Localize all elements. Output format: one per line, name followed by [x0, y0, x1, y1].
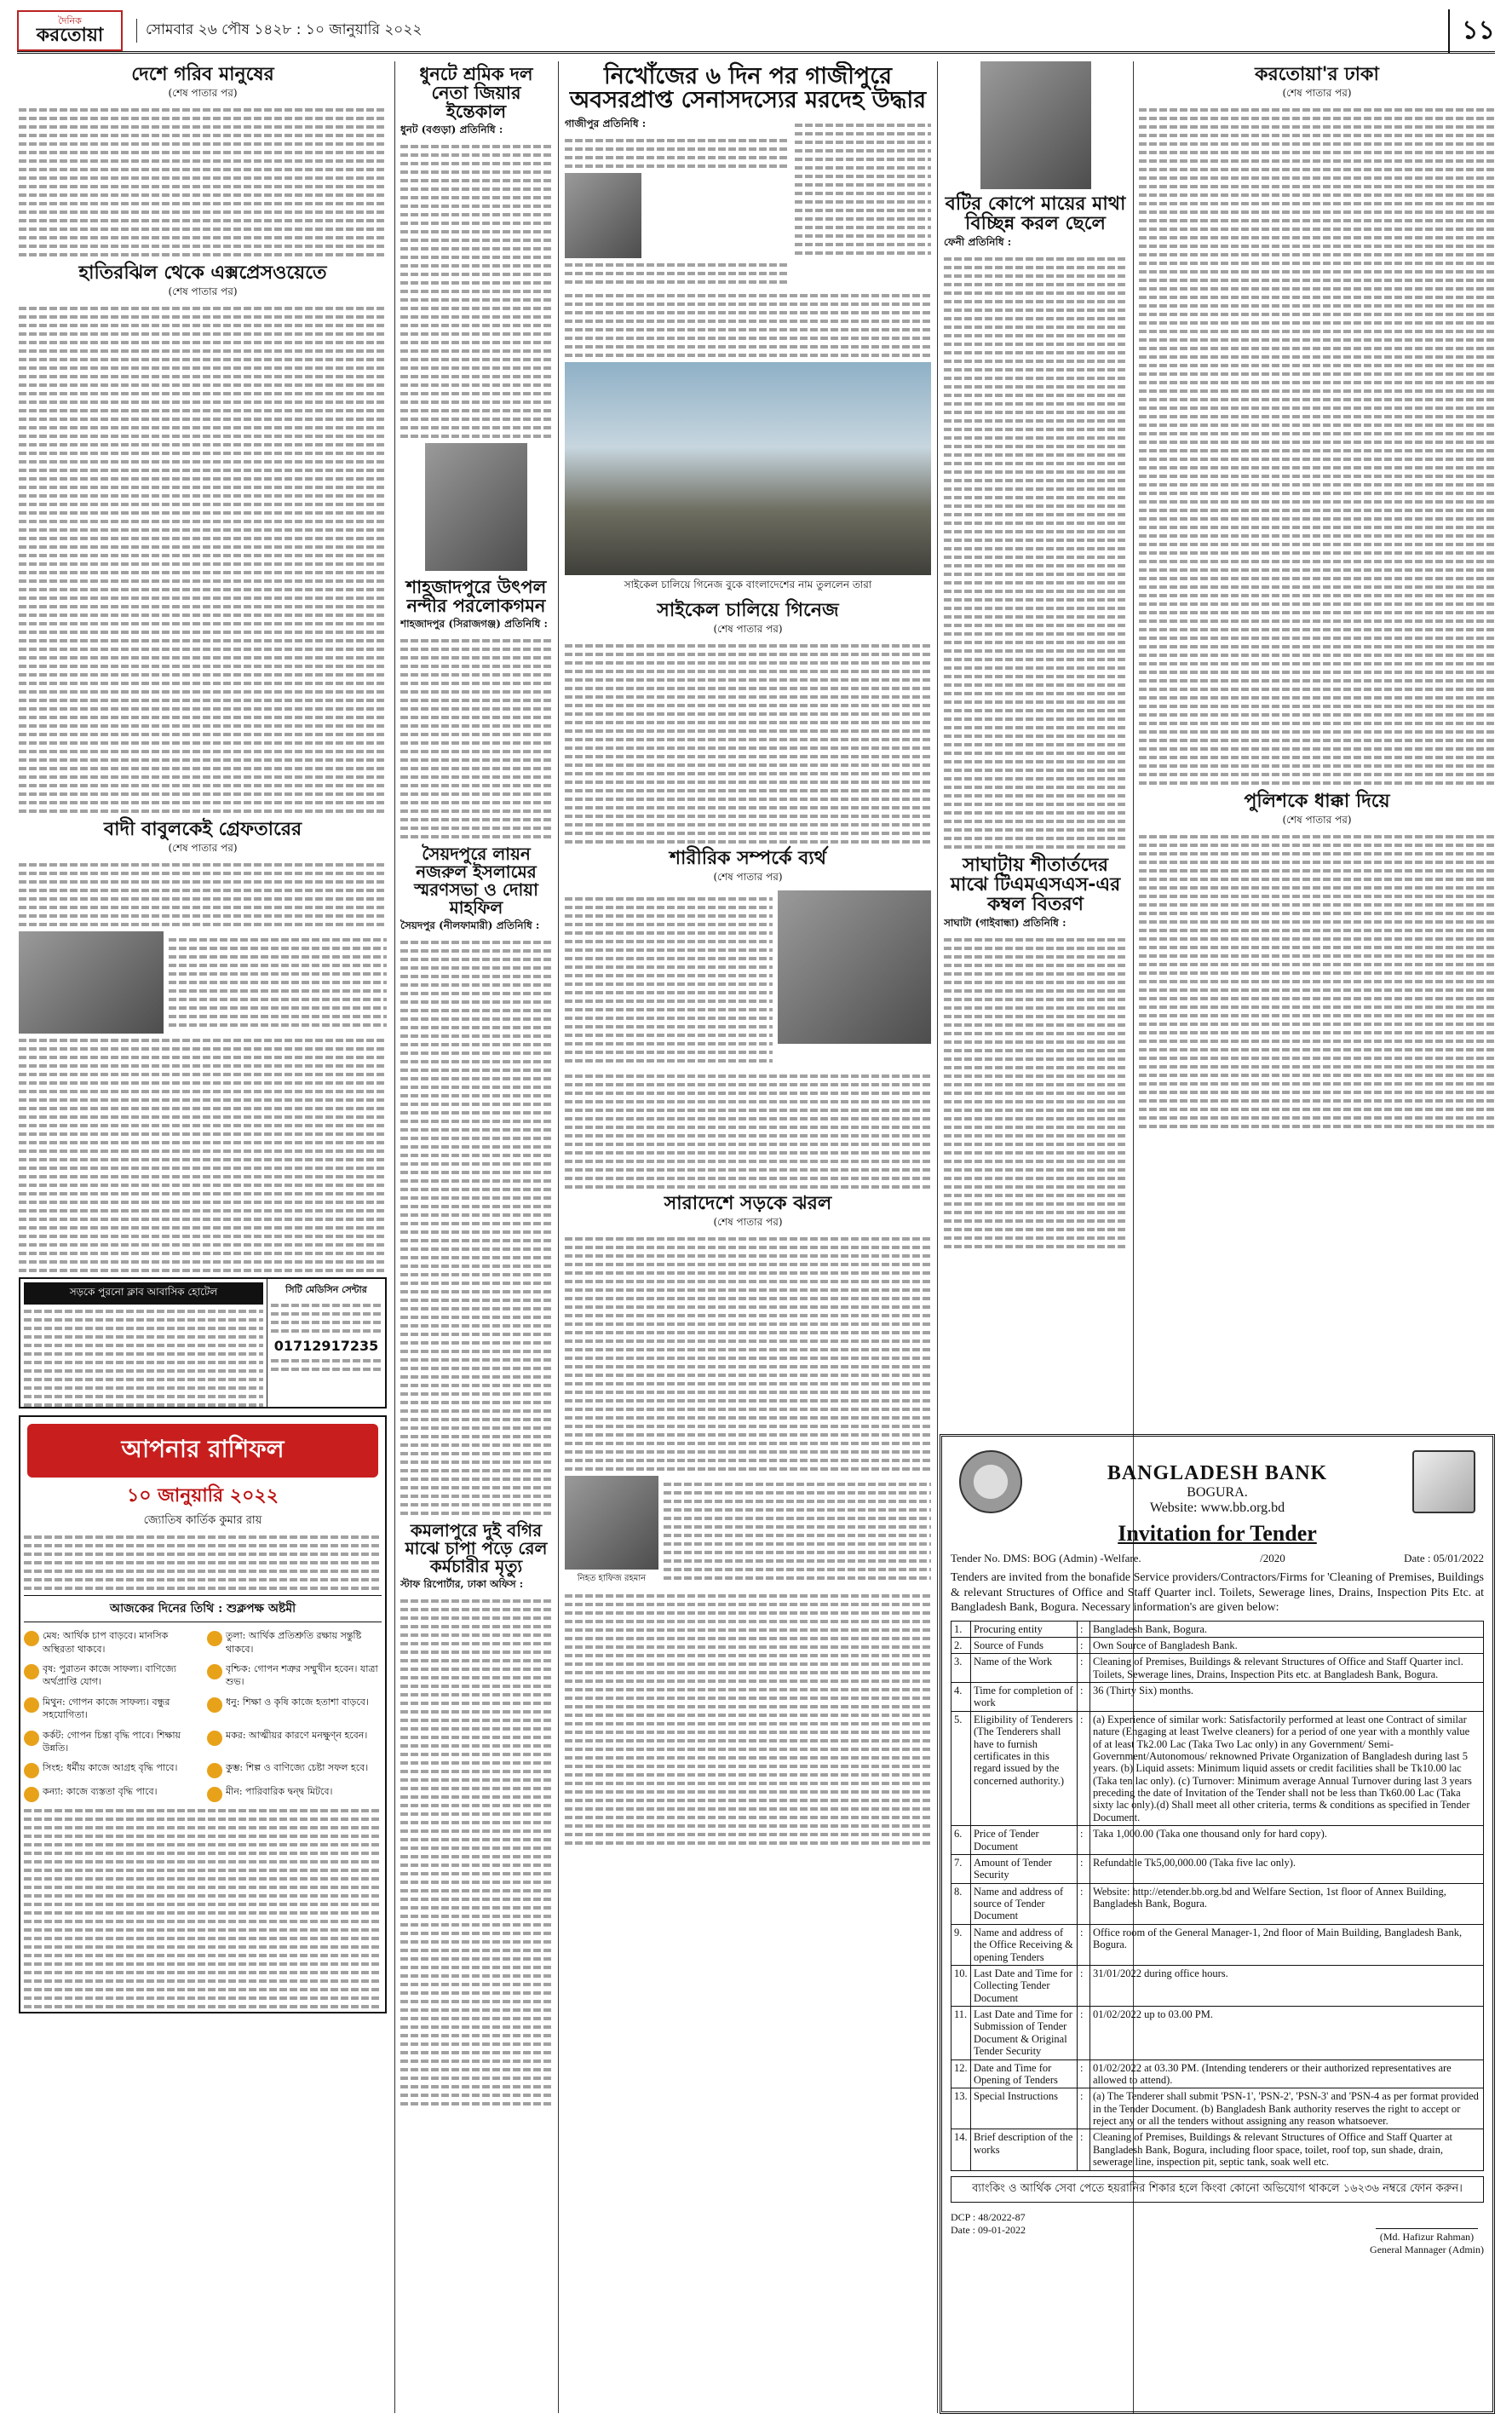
tender-row — [951, 1965, 1484, 2006]
tender-n: 14. — [951, 2129, 971, 2170]
article-body — [944, 938, 1127, 1248]
portrait-emblem-icon — [1412, 1450, 1475, 1513]
tender-row — [951, 1826, 1484, 1855]
article-body — [1139, 835, 1495, 1128]
logo-daily: দৈনিক — [58, 14, 82, 26]
lead-headline: নিখোঁজের ৬ দিন পর গাজীপুরে অবসরপ্রাপ্ত সেনাসদস্যের মরদেহ উদ্ধার — [569, 63, 927, 114]
victim-photo — [565, 1476, 658, 1570]
horoscope-signs — [24, 1627, 382, 1804]
headline: বটির কোপে মায়ের মাথা বিচ্ছিন্ন করল ছেলে — [945, 193, 1126, 235]
tender-value: (a) The Tenderer shall submit 'PSN-1', 'PSN-2', 'PSN-3' and 'PSN-4 as per format provided in the Tender Document. (b) Bangladesh Bank authority reserves the right to accept or reject any or all the tenders without assigning any reason whatsoever. — [1090, 2088, 1484, 2129]
byline: সৈয়দপুর (নীলফামারী) প্রতিনিধি : — [400, 919, 540, 932]
org-website: Website: www.bb.org.bd — [1149, 1501, 1285, 1515]
row-colon: : — [1078, 2088, 1090, 2129]
row-colon: : — [1078, 1826, 1090, 1855]
article-body — [565, 892, 773, 1068]
tender-row — [951, 2007, 1484, 2060]
tender-n: 7. — [951, 1854, 971, 1883]
sign-item: মকর: আত্মীয়র কারণে মনক্ষুণ্ন হবেন। — [207, 1729, 382, 1755]
headline: সৈয়দপুরে লায়ন নজরুল ইসলামের স্মরণসভা ও দোয়া মাহফিল — [414, 844, 538, 919]
row-colon: : — [1078, 1924, 1090, 1965]
article-body — [19, 307, 387, 813]
ad-phone: 01712917235 — [273, 1338, 379, 1355]
dateline: সোমবার ২৬ পৌষ ১৪২৮ : ১০ জানুয়ারি ২০২২ — [136, 19, 422, 43]
article-body — [565, 139, 790, 168]
tender-n: 9. — [951, 1924, 971, 1965]
zodiac-icon — [207, 1731, 222, 1746]
tender-label: Procuring entity — [971, 1621, 1078, 1637]
tender-label: Name and address of source of Tender Document — [971, 1883, 1078, 1924]
tender-n: 2. — [951, 1637, 971, 1653]
ad-title: সিটি মেডিসিন সেন্টার — [285, 1284, 367, 1296]
article-body — [565, 1074, 931, 1189]
sign-item: সিংহ: ধর্মীয় কাজে আগ্রহ বৃদ্ধি পাবে। — [24, 1761, 198, 1778]
tender-row — [951, 1711, 1484, 1825]
row-colon: : — [1078, 1854, 1090, 1883]
article-body — [664, 1478, 931, 1587]
zodiac-icon — [207, 1664, 222, 1679]
tender-label: Amount of Tender Security — [971, 1854, 1078, 1883]
tender-n: 11. — [951, 2007, 971, 2060]
tender-row — [951, 1637, 1484, 1653]
tender-value: Office room of the General Manager-1, 2nd floor of Main Building, Bangladesh Bank, Bogura. — [1090, 1924, 1484, 1965]
byline: সাঘাটা (গাইবান্ধা) প্রতিনিধি : — [944, 917, 1066, 930]
row-colon: : — [1078, 1965, 1090, 2006]
headline: সাইকেল চালিয়ে গিনেজ — [657, 599, 839, 621]
tender-label: Time for completion of work — [971, 1683, 1078, 1712]
sign-item: কন্যা: কাজে ব্যস্ততা বৃদ্ধি পাবে। — [24, 1785, 198, 1802]
tender-row — [951, 1683, 1484, 1712]
row-colon: : — [1078, 1883, 1090, 1924]
zodiac-icon — [207, 1787, 222, 1802]
tender-number: Tender No. DMS: BOG (Admin) -Welfare. — [951, 1552, 1141, 1564]
tender-title: Invitation for Tender — [1118, 1521, 1317, 1546]
article-body — [169, 933, 387, 1032]
article-body — [565, 294, 931, 357]
tender-n: 13. — [951, 2088, 971, 2129]
zodiac-icon — [207, 1697, 222, 1713]
tender-year: /2020 — [1260, 1552, 1285, 1564]
tender-label: Last Date and Time for Submission of Tender Document & Original Tender Security — [971, 2007, 1078, 2060]
tender-row — [951, 1924, 1484, 1965]
article-body — [565, 1237, 931, 1471]
tender-value: Taka 1,000.00 (Taka one thousand only for hard copy). — [1090, 1826, 1484, 1855]
signer-title: General Mannager (Admin) — [1370, 2243, 1484, 2255]
tender-n: 6. — [951, 1826, 971, 1855]
headline: পুলিশকে ধাক্কা দিয়ে — [1244, 791, 1390, 813]
zodiac-icon — [24, 1787, 39, 1802]
headline: সাঘাটায় শীতার্তদের মাঝে টিএমএসএস-এর কম্বল বিতরণ — [950, 855, 1121, 916]
zodiac-icon — [24, 1763, 39, 1778]
ad-heading: সড়কে পুরনো ক্লাব আবাসিক হোটেল — [24, 1282, 263, 1305]
headline: কমলাপুরে দুই বগির মাঝে চাপা পড়ে রেল কর্মচারীর মৃত্যু — [405, 1520, 548, 1577]
zodiac-icon — [24, 1731, 39, 1746]
headline: শারীরিক সম্পর্কে ব্যর্থ — [669, 847, 827, 869]
zodiac-icon — [24, 1697, 39, 1713]
zodiac-icon — [24, 1631, 39, 1646]
headline: ধুনটে শ্রমিক দল নেতা জিয়ার ইন্তেকাল — [419, 64, 533, 123]
headline: সারাদেশে সড়কে ঝরল — [664, 1192, 832, 1214]
tender-value: Cleaning of Premises, Buildings & relevant Structures of Office and Staff Quarter at Bangladesh Bank, Bogura, including floor space, toilet, roof top, sun shade, drain, sewerage line, inspection pit, septic tank, soak well etc. — [1090, 2129, 1484, 2170]
tender-label: Date and Time for Opening of Tenders — [971, 2059, 1078, 2088]
continued-note: (শেষ পাতার পর) — [168, 285, 238, 298]
continued-note: (শেষ পাতার পর) — [713, 870, 783, 883]
tender-n: 3. — [951, 1654, 971, 1683]
article-body — [19, 863, 387, 926]
tender-label: Name of the Work — [971, 1654, 1078, 1683]
sign-item: কুম্ভ: শিল্প ও বাণিজ্যে চেষ্টা সফল হবে। — [207, 1761, 382, 1778]
row-colon: : — [1078, 1683, 1090, 1712]
headline: করতোয়া'র ঢাকা — [1255, 64, 1379, 85]
continued-note: (শেষ পাতার পর) — [168, 87, 238, 100]
tender-n: 10. — [951, 1965, 971, 2006]
page-number: ১১ — [1448, 9, 1495, 53]
sign-item: তুলা: আর্থিক প্রতিশ্রুতি রক্ষায় সন্তুষ্টি থাকবে। — [207, 1629, 382, 1656]
tender-label: Special Instructions — [971, 2088, 1078, 2129]
sign-item: মেষ: আর্থিক চাপ বাড়বে। মানসিক অস্থিরতা থাকবে। — [24, 1629, 198, 1656]
article-body — [795, 118, 931, 287]
byline: শাহজাদপুর (সিরাজগঞ্জ) প্রতিনিধি : — [400, 618, 548, 631]
sign-item: মিথুন: গোপন কাজে সাফল্য। বন্ধুর সহযোগিতা। — [24, 1696, 198, 1722]
byline: ফেনী প্রতিনিধি : — [944, 236, 1012, 249]
tender-row — [951, 2059, 1484, 2088]
horoscope-title: আপনার রাশিফল — [27, 1424, 378, 1478]
column-1 — [19, 61, 387, 2413]
photo-caption: সাইকেল চালিয়ে গিনেজ বুকে বাংলাদেশের নাম তুললেন তারা — [624, 578, 872, 590]
tender-value: 36 (Thirty Six) months. — [1090, 1683, 1484, 1712]
tender-n: 1. — [951, 1621, 971, 1637]
tender-label: Price of Tender Document — [971, 1826, 1078, 1855]
article-body — [944, 257, 1127, 849]
row-colon: : — [1078, 1637, 1090, 1653]
tender-value: Website: http://etender.bb.org.bd and Welfare Section, 1st floor of Annex Building, Bangladesh Bank, Bogura. — [1090, 1883, 1484, 1924]
portrait-photo — [980, 61, 1091, 189]
tender-value: (a) Experience of similar work: Satisfactorily performed at least one Contract of similar nature (Engaging at least Twelve cleaners) for a period of one year with a monthly value of at least Tk2.00 Lac (Taka Two Lac only) in any Government/ Semi-Government/Autonomous/ reknowned Private Organization of Bangladesh during last 5 years. (b) Liquid assets: Minimum liquid assets or credit facilities shall be Tk10.00 lac (Taka ten lac only). (c) Turnover: Minimum average Annual Turnover during last 3 years preceding the date of Invitation of the Tender shall not be less than Tk60.00 Lac (Taka sixty lac only).(d) Shall meet all other criteria, terms & conditions as specified in Tender Document. — [1090, 1711, 1484, 1825]
article-body — [565, 263, 790, 284]
tender-value: 31/01/2022 during office hours. — [1090, 1965, 1484, 2006]
article-body — [400, 941, 552, 1515]
tender-table — [951, 1621, 1484, 2171]
sign-item: কর্কট: গোপন চিন্তা বৃদ্ধি পাবে। শিক্ষায় উন্নতি। — [24, 1729, 198, 1755]
tender-value: Cleaning of Premises, Buildings & relevant Structures of Office and Staff Quarter incl. Toilets, Sewerage lines, Drains, Inspection Pits etc. at Bangladesh Bank, Bogura. — [1090, 1654, 1484, 1683]
tender-label: Eligibility of Tenderers (The Tenderers shall have to furnish certificates in this regard issued by the concerned authority.) — [971, 1711, 1078, 1825]
couple-photo — [19, 931, 164, 1034]
sign-item: বৃষ: পুরাতন কাজে সাফল্য। বাণিজ্যে অর্থপ্রাপ্তি যোগ। — [24, 1662, 198, 1689]
tender-value: Refundable Tk5,00,000.00 (Taka five lac only). — [1090, 1854, 1484, 1883]
headline: দেশে গরিব মানুষের — [131, 64, 274, 85]
tender-row — [951, 1883, 1484, 1924]
cyclists-photo — [565, 362, 931, 575]
continued-note: (শেষ পাতার পর) — [713, 622, 783, 635]
tender-date: Date : 05/01/2022 — [1404, 1552, 1484, 1564]
row-colon: : — [1078, 2007, 1090, 2060]
newspaper-logo — [17, 10, 123, 51]
tithi-line: আজকের দিনের তিথি : শুক্লপক্ষ অষ্টমী — [24, 1595, 382, 1622]
org-name: BANGLADESH BANK — [1107, 1462, 1328, 1484]
tender-notice — [940, 1434, 1495, 2414]
article-body — [565, 644, 931, 844]
continued-note: (শেষ পাতার পর) — [168, 842, 238, 855]
classified-ad — [19, 1277, 387, 1408]
column-rule — [394, 61, 395, 2413]
org-city: BOGURA. — [1187, 1485, 1248, 1500]
portrait-photo — [565, 173, 641, 258]
article-body — [19, 1039, 387, 1272]
article-body — [400, 1599, 552, 2106]
horoscope-box — [19, 1415, 387, 2013]
byline: ধুনট (বগুড়া) প্রতিনিধি : — [400, 124, 503, 136]
portrait-photo — [425, 443, 527, 571]
column-4 — [944, 61, 1127, 1425]
byline: স্টাফ রিপোর্টার, ঢাকা অফিস : — [400, 1578, 524, 1591]
tender-value: 01/02/2022 at 03.30 PM. (Intending tenderers or their authorized representatives are allowed to attend). — [1090, 2059, 1484, 2088]
logo-name: করতোয়া — [36, 24, 104, 46]
article-body — [565, 1594, 931, 1845]
tender-n: 4. — [951, 1683, 971, 1712]
signature — [1376, 2211, 1478, 2229]
tender-row — [951, 2088, 1484, 2129]
tender-row — [951, 1854, 1484, 1883]
headline: বাদী বাবুলকেই গ্রেফতারের — [103, 819, 302, 841]
article-body — [400, 145, 552, 438]
tender-n: 12. — [951, 2059, 971, 2088]
photo-caption: নিহত হাফিজ রহমান — [577, 1573, 647, 1583]
zodiac-icon — [207, 1763, 222, 1778]
column-rule — [937, 61, 938, 2413]
sign-item: বৃশ্চিক: গোপন শত্রুর সম্মুখীন হবেন। যাত্রা শুভ। — [207, 1662, 382, 1689]
tender-value: 01/02/2022 up to 03.00 PM. — [1090, 2007, 1484, 2060]
article-body — [1139, 108, 1495, 785]
row-colon: : — [1078, 1711, 1090, 1825]
column-5 — [1139, 61, 1495, 1425]
tender-value: Bangladesh Bank, Bogura. — [1090, 1621, 1484, 1637]
tender-row — [951, 1654, 1484, 1683]
continued-note: (শেষ পাতার পর) — [713, 1215, 783, 1228]
headline: শাহজাদপুরে উৎপল নন্দীর পরলোকগমন — [405, 577, 547, 617]
zodiac-icon — [24, 1664, 39, 1679]
bank-emblem-icon — [959, 1450, 1022, 1513]
row-colon: : — [1078, 2129, 1090, 2170]
continued-note: (শেষ পাতার পর) — [1282, 87, 1352, 100]
horoscope-date: ১০ জানুয়ারি ২০২২ — [126, 1485, 279, 1507]
row-colon: : — [1078, 2059, 1090, 2088]
suspect-photo — [778, 890, 931, 1044]
tender-intro: Tenders are invited from the bonafide Service providers/Contractors/Firms for 'Cleaning of Premises, Buildings & relevant Structures of Office and Staff Quarter incl. Toilets, Sewerage lines, Drains, Inspection Pits Etc. at Bangladesh Bank, Bogura. Necessary information's are given below: — [951, 1571, 1484, 1614]
continued-note: (শেষ পাতার পর) — [1282, 814, 1352, 827]
headline: হাতিরঝিল থেকে এক্সপ্রেসওয়েতে — [78, 262, 327, 285]
column-rule — [558, 61, 559, 2413]
tender-value: Own Source of Bangladesh Bank. — [1090, 1637, 1484, 1653]
tender-label: Source of Funds — [971, 1637, 1078, 1653]
column-2 — [400, 61, 552, 2413]
row-colon: : — [1078, 1654, 1090, 1683]
signer-name: (Md. Hafizur Rahman) — [1379, 2230, 1475, 2243]
dcp-date: Date : 09-01-2022 — [951, 2223, 1026, 2236]
horoscope-author: জ্যোতিষ কার্তিক কুমার রায় — [143, 1514, 262, 1528]
tender-n: 5. — [951, 1711, 971, 1825]
zodiac-icon — [207, 1631, 222, 1646]
dcp-number: DCP : 48/2022-87 — [951, 2210, 1026, 2223]
tender-label: Last Date and Time for Collecting Tender Document — [971, 1965, 1078, 2006]
sign-item: ধনু: শিক্ষা ও কৃষি কাজে হতাশা বাড়বে। — [207, 1696, 382, 1722]
tender-n: 8. — [951, 1883, 971, 1924]
row-colon: : — [1078, 1621, 1090, 1637]
tender-label: Name and address of the Office Receiving & opening Tenders — [971, 1924, 1078, 1965]
tender-row — [951, 1621, 1484, 1637]
article-body — [400, 639, 552, 838]
complaint-note: ব্যাংকিং ও আর্থিক সেবা পেতে হয়রানির শিকার হলে কিংবা কোনো অভিযোগ থাকলে ১৬২৩৬ নম্বরে ফোন করুন। — [951, 2176, 1484, 2203]
byline: গাজীপুর প্রতিনিধি : — [565, 117, 647, 130]
masthead — [17, 10, 1495, 54]
tender-row — [951, 2129, 1484, 2170]
sign-item: মীন: পারিবারিক দ্বন্দ্ব মিটবে। — [207, 1785, 382, 1802]
article-body — [19, 108, 387, 256]
tender-meta — [951, 1552, 1484, 1565]
tender-label: Brief description of the works — [971, 2129, 1078, 2170]
column-3 — [565, 61, 931, 2413]
